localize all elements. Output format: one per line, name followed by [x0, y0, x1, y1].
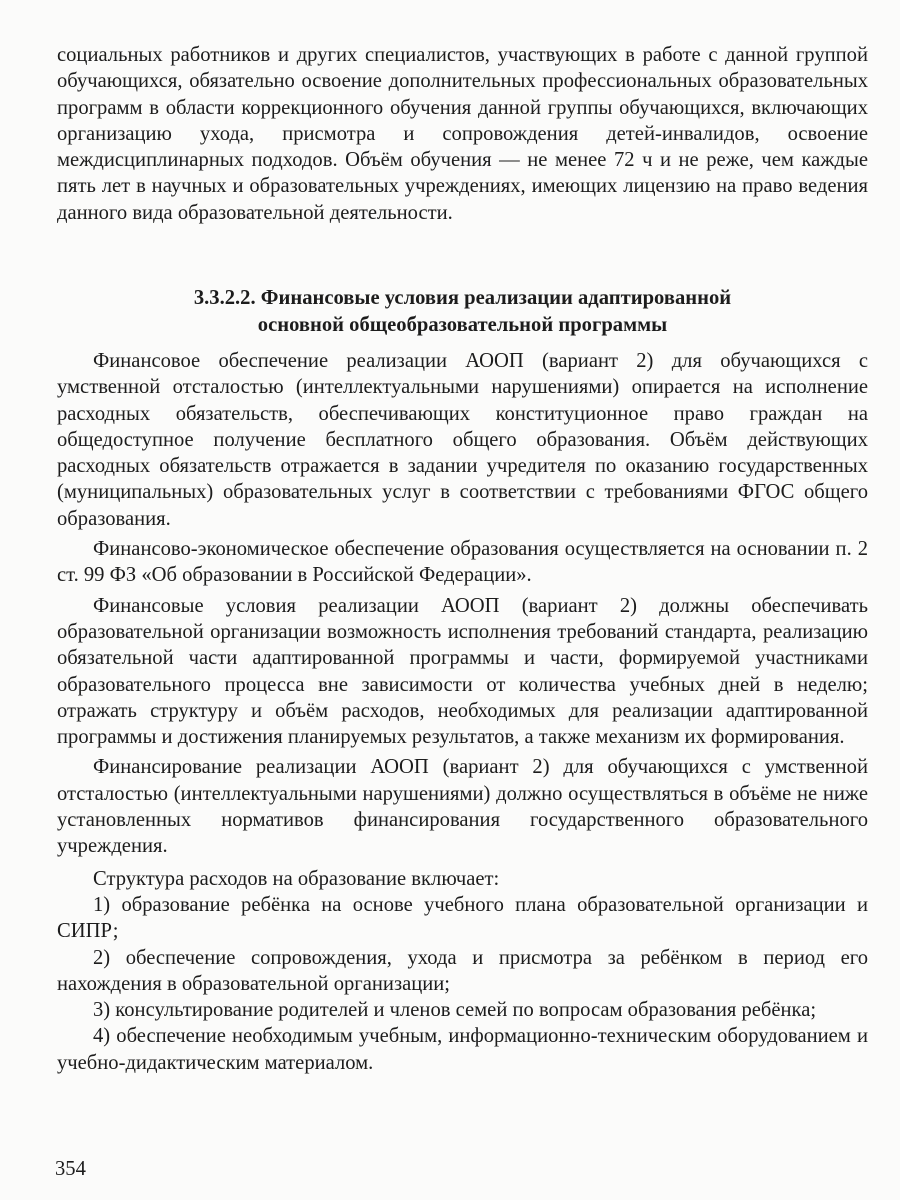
list-item: 2) обеспечение сопровождения, ухода и присмотра за ребёнком в период его нахождения в образовательной организации;	[57, 946, 868, 995]
page-number: 354	[55, 1158, 86, 1180]
section-heading-line-2: основной общеобразовательной программы	[257, 314, 668, 336]
intro-paragraph: социальных работников и других специалистов, участвующих в работе с данной группой обучающихся, обязательно освоение дополнительных профессиональных образовательных программ в области коррекционного обучения данной группы обучающихся, включающих организацию ухода, присмотра и сопровождения детей-инвалидов, освоение междисциплинарных подходов. Объём обучения — не менее 72 ч и не реже, чем каждые пять лет в научных и образовательных учреждениях, имеющих лицензию на право ведения данного вида образовательной деятельности.	[57, 44, 868, 224]
section-heading-line-1: 3.3.2.2. Финансовые условия реализации адаптированной	[193, 287, 732, 309]
paragraph-financial-provision: Финансовое обеспечение реализации АООП (вариант 2) для обучающихся с умственной отсталостью (интеллектуальными нарушениями) опирается на исполнение расходных обязательств, обеспечивающих конституционное право граждан на общедоступное получение бесплатного общего образования. Объём действующих расходных обязательств отражается в задании учредителя по оказанию государственных (муниципальных) образовательных услуг в соответствии с требованиями ФГОС общего образования.	[57, 350, 868, 530]
list-item: 1) образование ребёнка на основе учебного плана образовательной организации и СИПР;	[57, 893, 868, 943]
continuation-text	[57, 42, 868, 226]
paragraph-financial-conditions: Финансовые условия реализации АООП (вариант 2) должны обеспечивать образовательной организации возможность исполнения требований стандарта, реализацию обязательной части адаптированной программы и части, формируемой участниками образовательного процесса вне зависимости от количества учебных дней в неделю; отражать структуру и объём расходов, необходимых для реализации адаптированной программы и достижения планируемых результатов, а также механизм их формирования.	[57, 594, 868, 749]
paragraph-expense-structure: Структура расходов на образование включает:	[93, 867, 500, 890]
section-body	[57, 348, 868, 1076]
paragraph-economic-basis: Финансово-экономическое обеспечение образования осуществляется на основании п. 2 ст. 99 ФЗ «Об образовании в Российской Федерации».	[57, 538, 868, 587]
list-item: 4) обеспечение необходимым учебным, информационно-техническим оборудованием и учебно-дидактическим материалом.	[57, 1025, 868, 1074]
section-heading	[57, 285, 868, 339]
list-item: 3) консультирование родителей и членов семей по вопросам образования ребёнка;	[93, 999, 817, 1022]
paragraph-financing-volume: Финансирование реализации АООП (вариант 2) для обучающихся с умственной отсталостью (интеллектуальными нарушениями) должно осуществляться в объёме не ниже установленных нормативов финансирования государственного образовательного учреждения.	[57, 756, 868, 858]
